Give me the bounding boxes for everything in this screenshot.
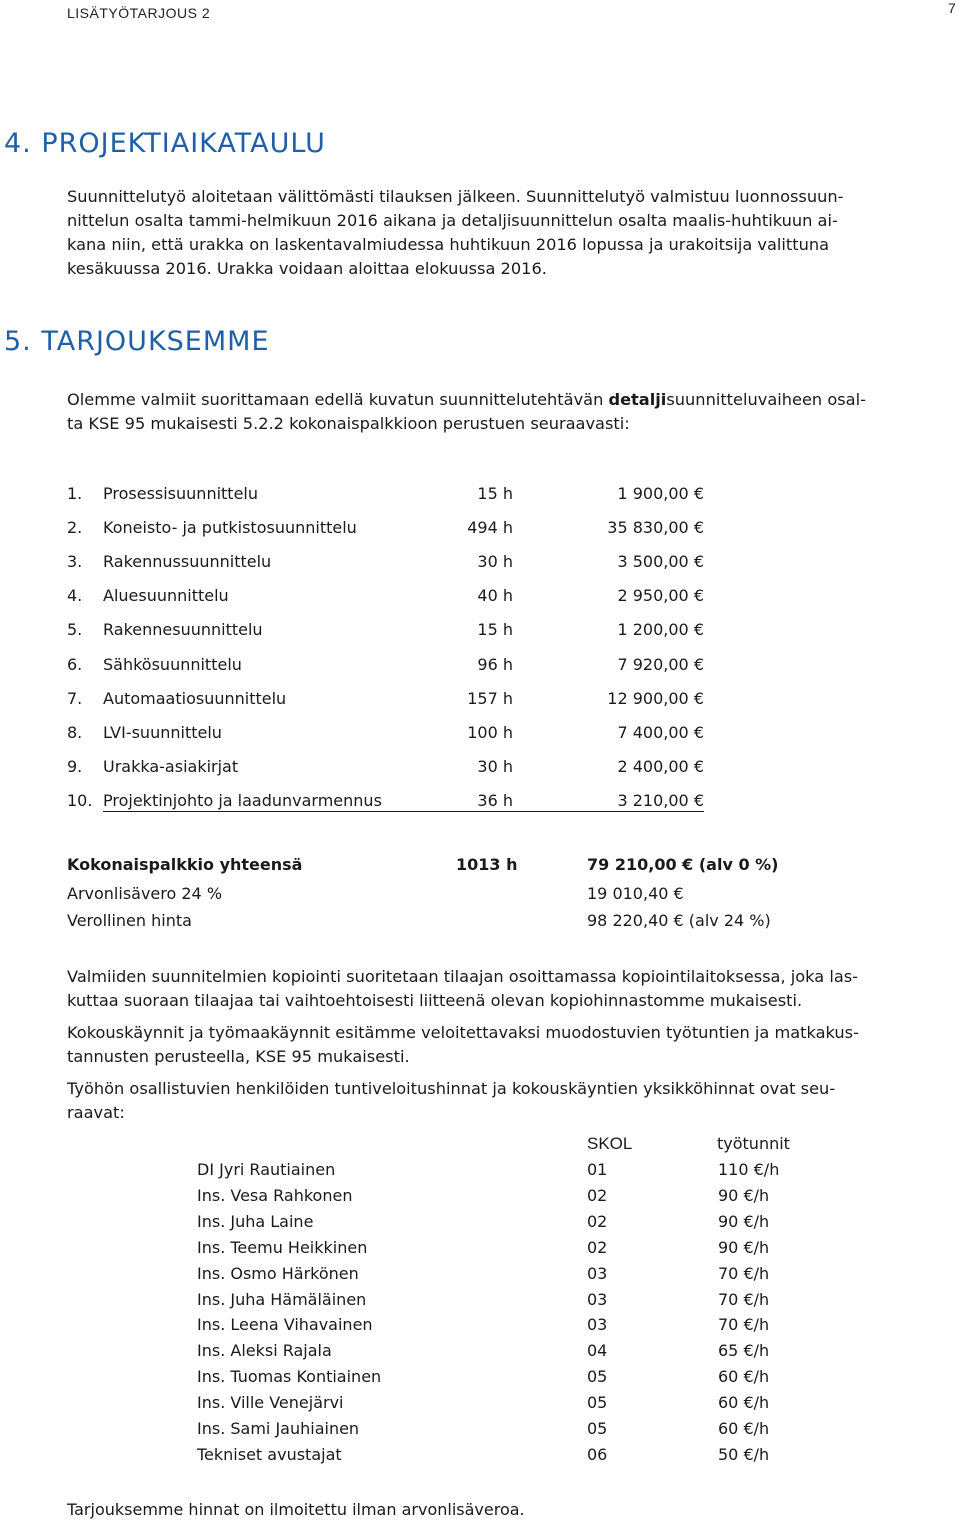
rate-value: 70 €/h xyxy=(718,1264,770,1283)
rate-skol: 03 xyxy=(587,1264,608,1283)
rate-person-name: Ins. Aleksi Rajala xyxy=(197,1341,332,1360)
item-hours: 100 h xyxy=(467,723,513,742)
item-hours: 15 h xyxy=(477,620,513,639)
rate-skol: 03 xyxy=(587,1290,608,1309)
item-hours: 15 h xyxy=(477,484,513,503)
item-price: 7 920,00 € xyxy=(617,655,704,674)
vat-label: Arvonlisävero 24 % xyxy=(67,884,223,903)
intro-bold-text: detalji xyxy=(608,390,667,409)
item-price: 1 200,00 € xyxy=(617,620,704,639)
rates-col-skol: SKOL xyxy=(587,1134,633,1153)
item-name: Prosessisuunnittelu xyxy=(103,484,258,503)
intro-line-1 xyxy=(67,388,893,412)
rate-value: 70 €/h xyxy=(718,1290,770,1309)
item-name: Koneisto- ja putkistosuunnittelu xyxy=(103,518,357,537)
item-number: 7. xyxy=(67,689,83,708)
item-hours: 96 h xyxy=(477,655,513,674)
rate-person-name: Ins. Juha Hämäläinen xyxy=(197,1290,367,1309)
section-4-title: 4. PROJEKTIAIKATAULU xyxy=(4,128,326,159)
rate-person-name: Ins. Vesa Rahkonen xyxy=(197,1186,353,1205)
rate-value: 70 €/h xyxy=(718,1315,770,1334)
item-name: Sähkösuunnittelu xyxy=(103,655,242,674)
paragraph-line: nittelun osalta tammi-helmikuun 2016 aikana ja detaljisuunnittelun osalta maalis-huhtikuun ai- xyxy=(67,211,838,230)
total-price: 79 210,00 € (alv 0 %) xyxy=(587,855,779,874)
rate-skol: 02 xyxy=(587,1212,608,1231)
rate-skol: 05 xyxy=(587,1419,608,1438)
item-number: 9. xyxy=(67,757,83,776)
footer-note: Tarjouksemme hinnat on ilmoitettu ilman arvonlisäveroa. xyxy=(67,1500,525,1519)
item-number: 6. xyxy=(67,655,83,674)
rate-person-name: Ins. Ville Venejärvi xyxy=(197,1393,344,1412)
item-name: Automaatiosuunnittelu xyxy=(103,689,287,708)
item-hours: 40 h xyxy=(477,586,513,605)
gross-price: 98 220,40 € (alv 24 %) xyxy=(587,911,771,930)
section-5-intro xyxy=(67,388,893,436)
rate-value: 50 €/h xyxy=(718,1445,770,1464)
total-label: Kokonaispalkkio yhteensä xyxy=(67,855,303,874)
rate-skol: 05 xyxy=(587,1393,608,1412)
running-header: LISÄTYÖTARJOUS 2 xyxy=(67,5,211,21)
item-price: 2 400,00 € xyxy=(617,757,704,776)
item-number: 2. xyxy=(67,518,83,537)
item-name: Rakennussuunnittelu xyxy=(103,552,272,571)
rate-skol: 04 xyxy=(587,1341,608,1360)
item-price: 7 400,00 € xyxy=(617,723,704,742)
intro-text: Olemme valmiit suorittamaan edellä kuvatun suunnittelutehtävän xyxy=(67,390,609,409)
paragraph-line: kesäkuussa 2016. Urakka voidaan aloittaa elokuussa 2016. xyxy=(67,259,547,278)
section-5-title: 5. TARJOUKSEMME xyxy=(4,326,270,357)
item-hours: 36 h xyxy=(477,791,513,810)
copying-paragraph xyxy=(67,965,893,1013)
paragraph-line: Valmiiden suunnitelmien kopiointi suoritetaan tilaajan osoittamassa kopiointilaitoksessa, joka las- xyxy=(67,967,859,986)
paragraph-line: Suunnittelutyö aloitetaan välittömästi tilauksen jälkeen. Suunnittelutyö valmistuu luonnossuun- xyxy=(67,187,844,206)
rate-value: 90 €/h xyxy=(718,1186,770,1205)
item-price: 12 900,00 € xyxy=(607,689,704,708)
rate-person-name: Ins. Tuomas Kontiainen xyxy=(197,1367,382,1386)
rate-skol: 02 xyxy=(587,1186,608,1205)
item-hours: 494 h xyxy=(467,518,513,537)
item-number: 8. xyxy=(67,723,83,742)
section-4-paragraph xyxy=(67,185,893,281)
item-price: 3 500,00 € xyxy=(617,552,704,571)
rate-value: 60 €/h xyxy=(718,1419,770,1438)
rate-value: 60 €/h xyxy=(718,1367,770,1386)
rate-value: 65 €/h xyxy=(718,1341,770,1360)
rate-value: 90 €/h xyxy=(718,1212,770,1231)
item-hours: 30 h xyxy=(477,552,513,571)
rate-skol: 05 xyxy=(587,1367,608,1386)
rate-value: 60 €/h xyxy=(718,1393,770,1412)
rate-person-name: Ins. Juha Laine xyxy=(197,1212,314,1231)
gross-label: Verollinen hinta xyxy=(67,911,192,930)
rate-skol: 03 xyxy=(587,1315,608,1334)
item-price: 3 210,00 € xyxy=(617,791,704,810)
item-number: 10. xyxy=(67,791,93,810)
item-hours: 30 h xyxy=(477,757,513,776)
item-hours: 157 h xyxy=(467,689,513,708)
rate-skol: 01 xyxy=(587,1160,608,1179)
item-price: 35 830,00 € xyxy=(607,518,704,537)
paragraph-line: kana niin, että urakka on laskentavalmiudessa huhtikuun 2016 lopussa ja urakoitsija valittuna xyxy=(67,235,830,254)
rate-person-name: Ins. Sami Jauhiainen xyxy=(197,1419,360,1438)
paragraph-line: kuttaa suoraan tilaajaa tai vaihtoehtoisesti liitteenä olevan kopiohinnastomme mukaisesti. xyxy=(67,991,803,1010)
intro-line-2: ta KSE 95 mukaisesti 5.2.2 kokonaispalkkioon perustuen seuraavasti: xyxy=(67,414,630,433)
item-name: Urakka-asiakirjat xyxy=(103,757,239,776)
item-price: 1 900,00 € xyxy=(617,484,704,503)
visits-paragraph xyxy=(67,1021,893,1069)
vat-price: 19 010,40 € xyxy=(587,884,684,903)
item-name: Rakennesuunnittelu xyxy=(103,620,263,639)
item-name: LVI-suunnittelu xyxy=(103,723,222,742)
rates-col-rate: työtunnit xyxy=(717,1134,790,1153)
item-price: 2 950,00 € xyxy=(617,586,704,605)
paragraph-line: tannusten perusteella, KSE 95 mukaisesti. xyxy=(67,1047,410,1066)
rate-person-name: Ins. Leena Vihavainen xyxy=(197,1315,373,1334)
rate-value: 90 €/h xyxy=(718,1238,770,1257)
rate-person-name: Ins. Teemu Heikkinen xyxy=(197,1238,368,1257)
rate-skol: 06 xyxy=(587,1445,608,1464)
item-number: 3. xyxy=(67,552,83,571)
paragraph-line: Kokouskäynnit ja työmaakäynnit esitämme veloitettavaksi muodostuvien työtuntien ja matkakus- xyxy=(67,1023,859,1042)
item-name: Projektinjohto ja laadunvarmennus xyxy=(103,791,382,810)
rates-paragraph xyxy=(67,1077,893,1125)
rate-person-name: Tekniset avustajat xyxy=(197,1445,342,1464)
rate-value: 110 €/h xyxy=(718,1160,780,1179)
item-underline xyxy=(103,811,704,812)
rate-person-name: DI Jyri Rautiainen xyxy=(197,1160,336,1179)
intro-text: suunnitteluvaiheen osal- xyxy=(666,390,866,409)
rate-skol: 02 xyxy=(587,1238,608,1257)
total-hours: 1013 h xyxy=(456,855,518,874)
item-number: 5. xyxy=(67,620,83,639)
rate-person-name: Ins. Osmo Härkönen xyxy=(197,1264,359,1283)
item-number: 4. xyxy=(67,586,83,605)
paragraph-line: Työhön osallistuvien henkilöiden tuntiveloitushinnat ja kokouskäyntien yksikköhinnat ovat seu- xyxy=(67,1079,836,1098)
paragraph-line: raavat: xyxy=(67,1103,125,1122)
item-name: Aluesuunnittelu xyxy=(103,586,229,605)
item-number: 1. xyxy=(67,484,83,503)
page-number: 7 xyxy=(948,0,957,16)
